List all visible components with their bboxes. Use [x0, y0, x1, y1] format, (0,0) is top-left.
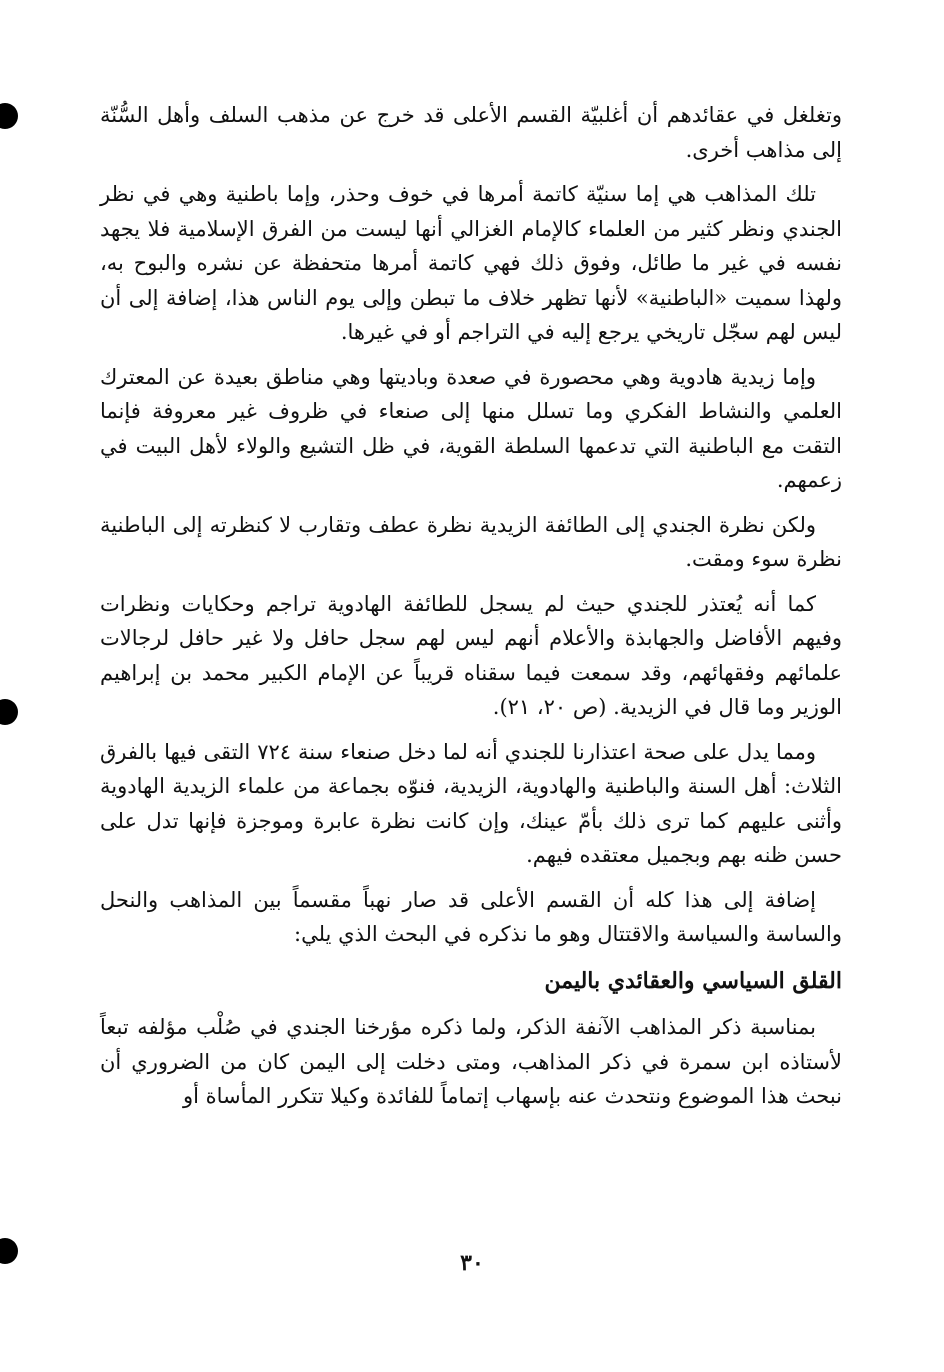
page-body — [100, 98, 842, 1124]
paragraph: وتغلغل في عقائدهم أن أغلبيّة القسم الأعلى قد خرج عن مذهب السلف وأهل السُّنّة إلى مذاهب أخرى. — [100, 103, 842, 162]
paragraph: ولكن نظرة الجندي إلى الطائفة الزيدية نظرة عطف وتقارب لا كنظرته إلى الباطنية نظرة سوء ومقت. — [100, 512, 842, 571]
paragraph: كما أنه يُعتذر للجندي حيث لم يسجل للطائفة الهادوية تراجم وحكايات ونظرات وفيهم الأفاضل والجهابذة والأعلام أنهم ليس لهم سجل حافل ولا غير حافل لرجالات علمائهم وفقهائهم، وقد سمعت فيما سقناه قريباً عن الإمام الكبير محمد بن إبراهيم الوزير وما قال في الزيدية. (ص ٢٠، ٢١). — [100, 591, 842, 719]
paragraph: ومما يدل على صحة اعتذارنا للجندي أنه لما دخل صنعاء سنة ٧٢٤ التقى فيها بالفرق الثلاث: أهل السنة والباطنية والهادوية، الزيدية، فنوّه بجماعة من علماء الزيدية الهادوية وأثنى عليهم كما ترى ذلك بأمّ عينك، وإن كانت نظرة عابرة وموجزة فإنها تدل على حسن ظنه بهم وبجميل معتقده فيهم. — [100, 739, 842, 867]
binding-hole — [0, 103, 18, 129]
page-number: ٣٠ — [460, 1250, 484, 1276]
paragraph: بمناسبة ذكر المذاهب الآنفة الذكر، ولما ذكره مؤرخنا الجندي في صُلْب مؤلفه تبعاً لأستاذه ابن سمرة في ذكر المذاهب، ومتى دخلت إلى اليمن كان من الضروري أن نبحث هذا الموضوع ونتحدث عنه بإسهاب إتماماً للفائدة وكيلا تتكرر المأساة أو — [100, 1015, 842, 1108]
paragraph: إضافة إلى هذا كله أن القسم الأعلى قد صار نهباً مقسماً بين المذاهب والنحل والساسة والسياسة والاقتتال وهو ما نذكره في البحث الذي يلي: — [100, 887, 842, 946]
paragraph: وإما زيدية هادوية وهي محصورة في صعدة وباديتها وهي مناطق بعيدة عن المعترك العلمي والنشاط الفكري وما تسلل منها إلى صنعاء في ظروف غير معروفة فإنما التقت مع الباطنية التي تدعمها السلطة القوية، في ظل التشيع والولاء لأهل البيت في زعمهم. — [100, 364, 842, 492]
paragraph: تلك المذاهب هي إما سنيّة كاتمة أمرها في خوف وحذر، وإما باطنية وهي في نظر الجندي ونظر كثير من العلماء كالإمام الغزالي أنها ليست من الفرق الإسلامية فلا يجهد نفسه في غير ما طائل، وفوق ذلك فهي كاتمة أمرها متحفظة عن نشره والبوح به، ولهذا سميت «الباطنية» لأنها تظهر خلاف ما تبطن وإلى يوم الناس هذا، إضافة إلى أن ليس لهم سجّل تاريخي يرجع إليه في التراجم أو في غيرها. — [100, 182, 842, 344]
binding-hole — [0, 699, 18, 725]
section-heading: القلق السياسي والعقائدي باليمن — [544, 967, 842, 994]
